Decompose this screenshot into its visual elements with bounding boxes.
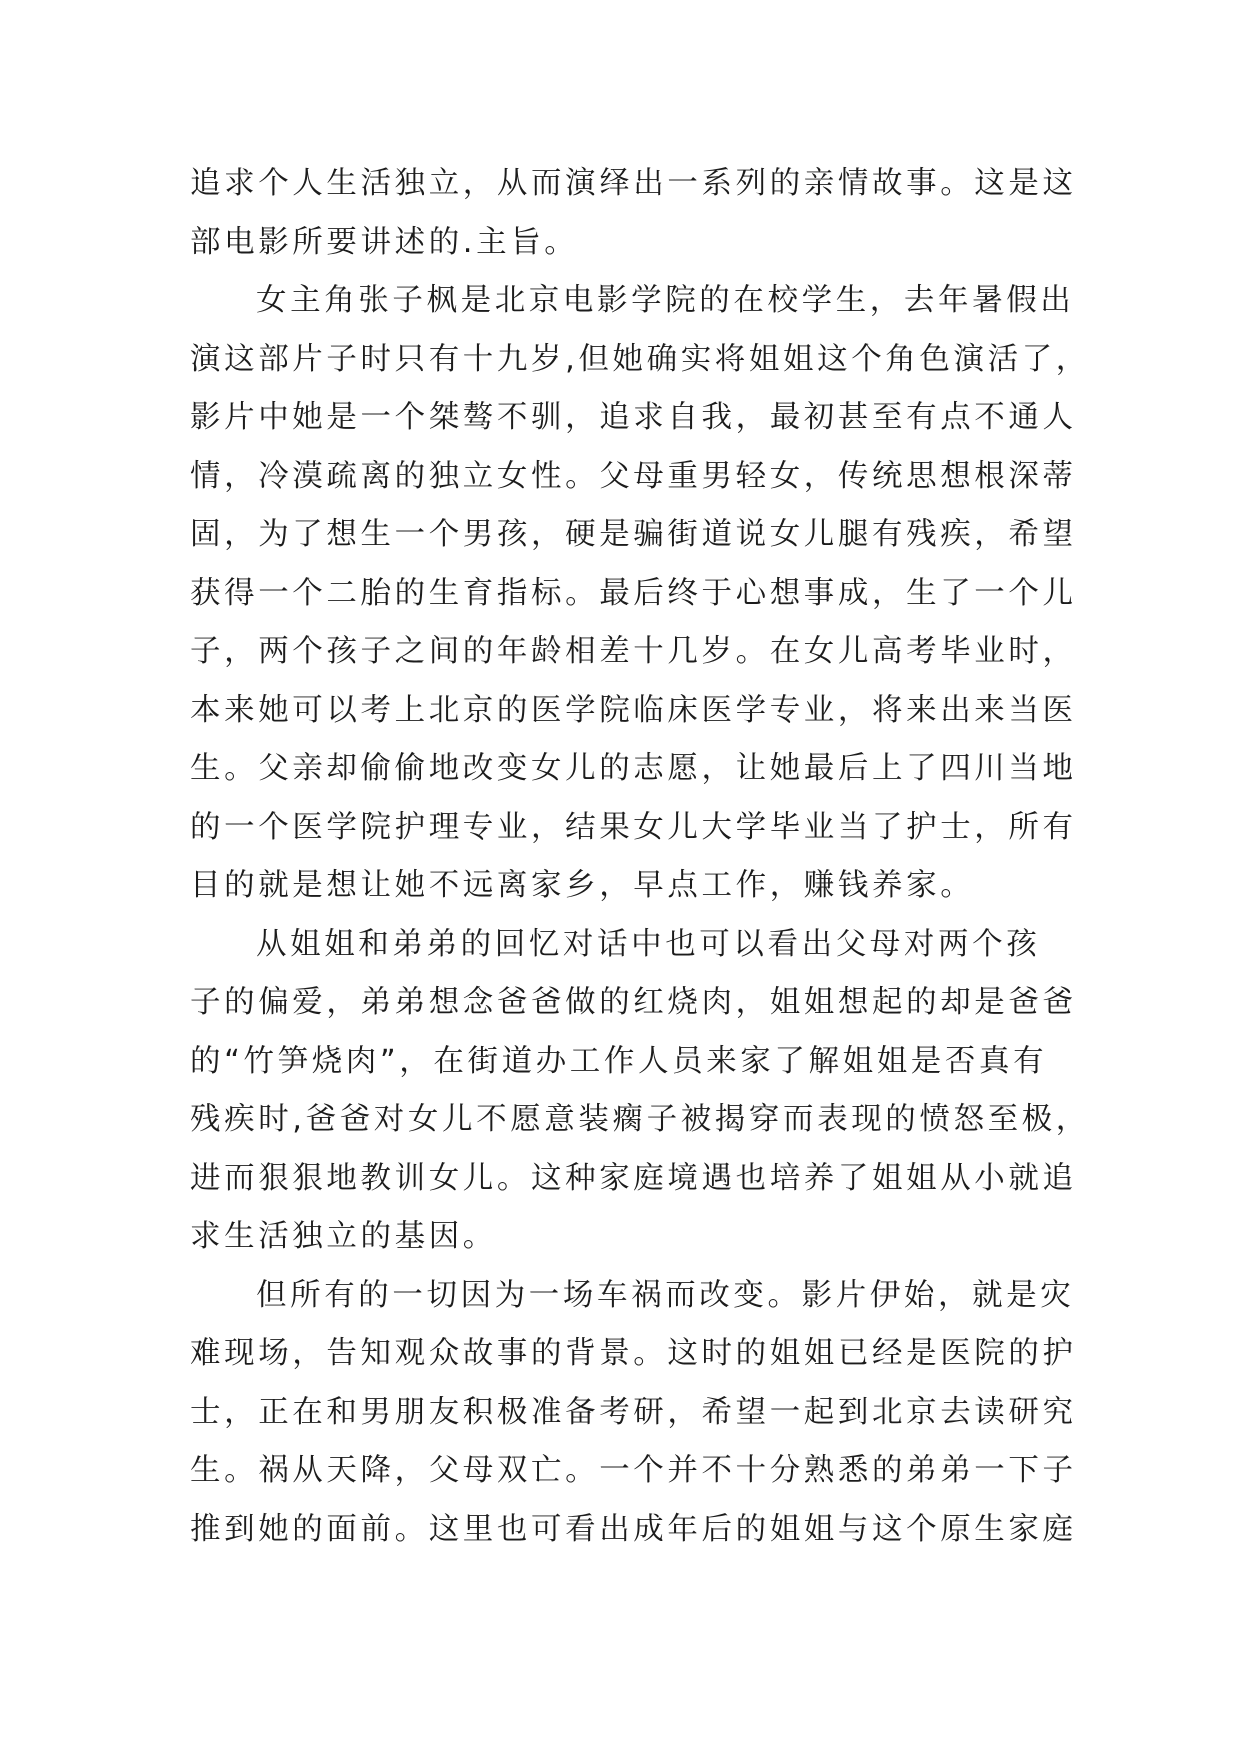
paragraph-2-line-10: 的一个医学院护理专业，结果女儿大学毕业当了护士，所有 [190,809,1077,845]
body-text [190,155,1090,1559]
paragraph-2-line-2: 演这部片子时只有十九岁,但她确实将姐姐这个角色演活了， [190,341,1090,377]
paragraph-4-line-3: 士，正在和男朋友积极准备考研，希望一起到北京去读研究 [190,1394,1077,1430]
paragraph-4-line-2: 难现场，告知观众故事的背景。这时的姐姐已经是医院的护 [190,1336,1077,1371]
paragraph-2-line-9: 生。父亲却偷偷地改变女儿的志愿，让她最后上了四川当地 [190,751,1077,786]
paragraph-2-line-3: 影片中她是一个桀骜不驯，追求自我，最初甚至有点不通人 [190,400,1077,435]
paragraph-3-line-3: 的“竹笋烧肉”，在街道办工作人员来家了解姐姐是否真有 [190,1043,1048,1079]
paragraph-3-line-2: 子的偏爱，弟弟想念爸爸做的红烧肉，姐姐想起的却是爸爸 [190,985,1077,1020]
paragraph-3-line-6: 求生活独立的基因。 [190,1219,497,1254]
paragraph-2-line-8: 本来她可以考上北京的医学院临床医学专业，将来出来当医 [190,692,1077,728]
paragraph-2-line-4: 情，冷漠疏离的独立女性。父母重男轻女，传统思想根深蒂 [190,458,1077,494]
paragraph-3-line-1: 从姐姐和弟弟的回忆对话中也可以看出父母对两个孩 [256,926,1041,962]
paragraph-2-line-1: 女主角张子枫是北京电影学院的在校学生，去年暑假出 [256,283,1075,318]
paragraph-2-line-6: 获得一个二胎的生育指标。最后终于心想事成，生了一个儿 [190,575,1077,611]
paragraph-4-line-5: 推到她的面前。这里也可看出成年后的姐姐与这个原生家庭 [190,1511,1077,1547]
paragraph-1-line-1: 追求个人生活独立，从而演绎出一系列的亲情故事。这是这 [190,166,1077,201]
paragraph-3-line-4: 残疾时,爸爸对女儿不愿意装瘸子被揭穿而表现的愤怒至极， [190,1102,1090,1137]
paragraph-2-line-7: 子，两个孩子之间的年龄相差十几岁。在女儿高考毕业时， [190,634,1077,669]
paragraph-1-line-2: 部电影所要讲述的.主旨。 [190,224,579,260]
paragraph-4-line-1: 但所有的一切因为一场车祸而改变。影片伊始，就是灾 [256,1277,1075,1313]
paragraph-3-line-5: 进而狠狠地教训女儿。这种家庭境遇也培养了姐姐从小就追 [190,1160,1077,1196]
paragraph-2-line-11: 目的就是想让她不远离家乡，早点工作，赚钱养家。 [190,868,975,903]
paragraph-4-line-4: 生。祸从天降，父母双亡。一个并不十分熟悉的弟弟一下子 [190,1453,1077,1488]
paragraph-2-line-5: 固，为了想生一个男孩，硬是骗街道说女儿腿有残疾，希望 [190,517,1077,552]
